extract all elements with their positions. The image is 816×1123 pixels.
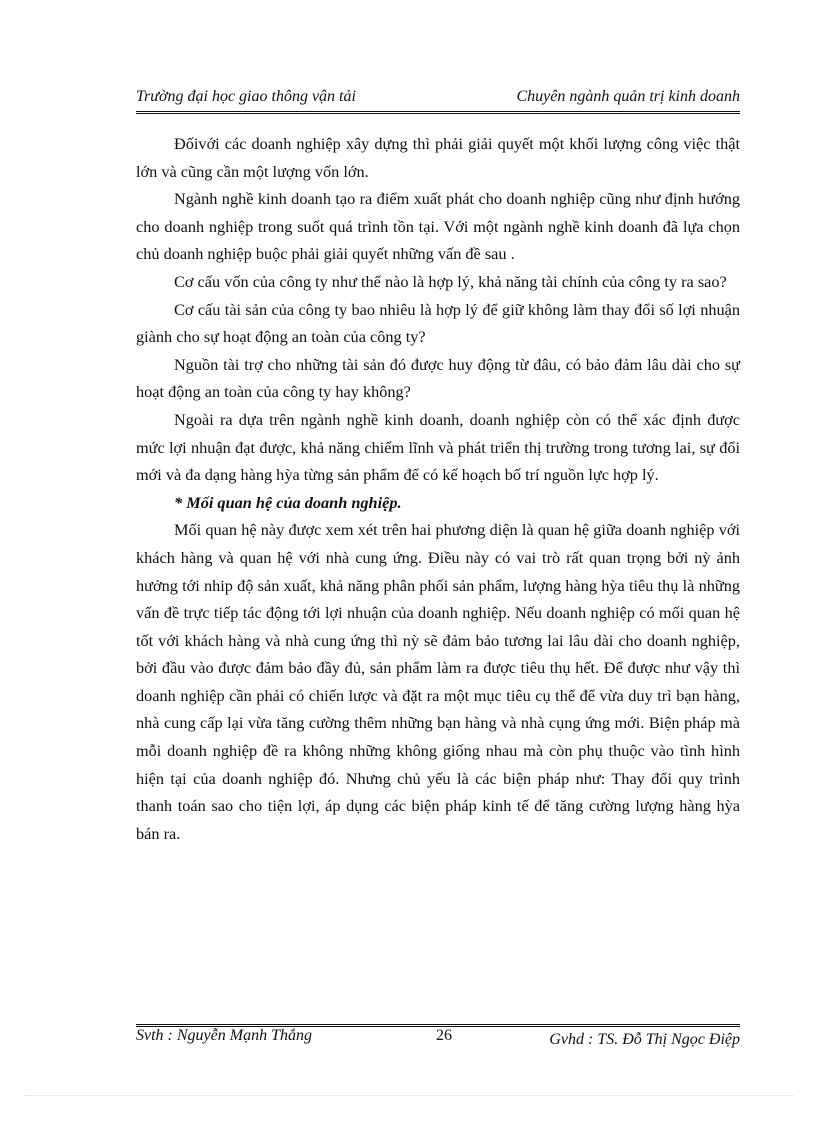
page-header xyxy=(136,88,740,110)
header-rule xyxy=(136,111,740,114)
header-major: Chuyên ngành quản trị kinh doanh xyxy=(516,88,740,105)
paragraph: Ngành nghề kinh doanh tạo ra điểm xuất phát cho doanh nghiệp cũng như định hướng cho doanh nghiệp trong suốt quá trình tồn tại. Với một ngành nghề kinh doanh đã lựa chọn chủ doanh nghiệp buộc phải giải quyết những vấn đề sau . xyxy=(136,189,740,264)
paragraph: Đốivới các doanh nghiệp xây dựng thì phải giải quyết một khối lượng công việc thật lớn và cũng cần một lượng vốn lớn. xyxy=(136,134,740,181)
page-number: 26 xyxy=(436,1027,452,1044)
section-heading: * Mối quan hệ của doanh nghiệp. xyxy=(174,492,402,512)
paragraph: Nguồn tài trợ cho những tài sản đó được huy động từ đâu, có bảo đảm lâu dài cho sự hoạt động an toàn của công ty hay không? xyxy=(136,354,740,402)
paragraph: Mối quan hệ này được xem xét trên hai phương diện là quan hệ giữa doanh nghiệp với khách hàng và quan hệ với nhà cung ứng. Điều này có vai trò rất quan trọng bởi nỳ ảnh hưởng tới nhip độ sản xuất, khả năng phân phối sản phẩm, lượng hàng hỳa tiêu thụ là những vấn đề trực tiếp tác động tới lợi nhuận của doanh nghiệp. Nếu doanh nghiệp có mối quan hệ tốt với khách hàng và nhà cung ứng thì nỳ sẽ đảm bảo tương lai lâu dài cho doanh nghiệp, bởi đầu vào được đảm bảo đầy đủ, sản phẩm làm ra được tiêu thụ hết. Để được như vậy thì doanh nghiệp cần phải có chiến lược và đặt ra một mục tiêu cụ thể để vừa duy trì bạn hàng, nhà cung cấp lại vừa tăng cường thêm những bạn hàng và nhà cụng ứng mới. Biện pháp mà mỗi doanh nghiệp đề ra không những không giống nhau mà còn phụ thuộc vào tình hình hiện tại của doanh nghiệp đó. Nhưng chủ yếu là các biện pháp như: Thay đổi quy trình thanh toán sao cho tiện lợi, áp dụng các biện pháp kinh tế để tăng cường lượng hàng hỳa bán ra. xyxy=(136,520,740,843)
footer-student: Svth : Nguyễn Mạnh Thắng xyxy=(136,1027,312,1044)
paragraph: Ngoài ra dựa trên ngành nghề kinh doanh, doanh nghiệp còn có thể xác định được mức lợi nhuận đạt được, khả năng chiếm lĩnh và phát triển thị trường trong tương lai, sự đổi mới và đa dạng hàng hỳa từng sản phẩm để có kế hoạch bố trí nguồn lực hợp lý. xyxy=(136,409,740,485)
paragraph: Cơ cấu vốn của công ty như thế nào là hợp lý, khả năng tài chính của công ty ra sao? xyxy=(174,271,727,291)
page-footer xyxy=(136,1027,740,1049)
header-school: Trường đại học giao thông vận tải xyxy=(136,88,356,105)
document-body xyxy=(136,130,740,847)
page-edge-divider xyxy=(24,1095,794,1096)
paragraph: Cơ cấu tài sản của công ty bao nhiêu là hợp lý để giữ không làm thay đổi số lợi nhuận giành cho sự hoạt động an toàn của công ty? xyxy=(136,299,740,347)
footer-advisor: Gvhd : TS. Đỗ Thị Ngọc Điệp xyxy=(549,1031,740,1048)
